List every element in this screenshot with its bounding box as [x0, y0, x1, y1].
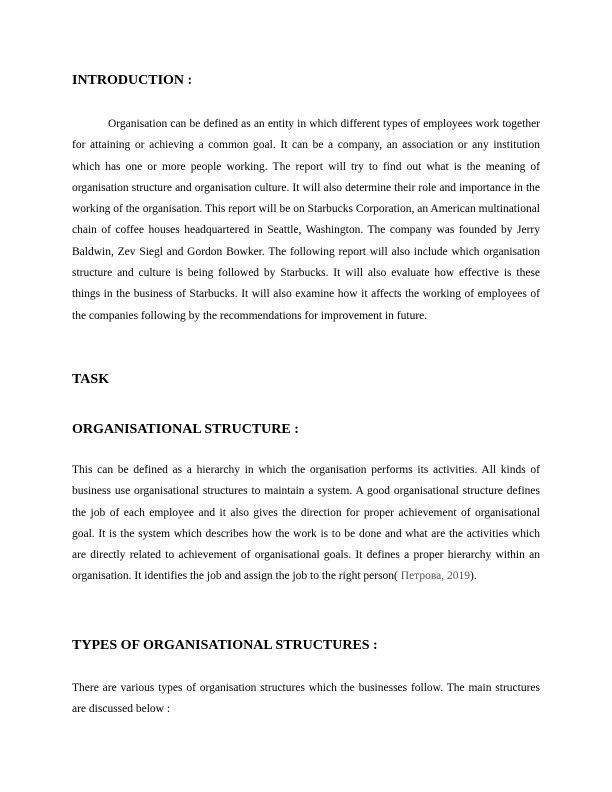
introduction-heading: INTRODUCTION :	[72, 73, 193, 88]
organisational-structure-body-text: This can be defined as a hierarchy in which the organisation performs its activities. All kinds of business use organisational structures to maintain a system. A good organisational structure defines the job of each employee and it also gives the direction for proper achievement of organisational goal. It is the system which describes how the work is to be done and what are the activities which are directly related to achievement of organisational goals. It defines a proper hierarchy within an organisation. It identifies the job and assign the job to the right person(	[72, 464, 540, 583]
types-paragraph: There are various types of organisation structures which the businesses follow. The main structures are discussed below :	[72, 682, 540, 716]
citation: Петрова, 2019	[397, 570, 470, 583]
types-heading: TYPES OF ORGANISATIONAL STRUCTURES :	[72, 638, 378, 653]
organisational-structure-paragraph	[72, 460, 540, 588]
task-heading: TASK	[72, 372, 110, 387]
organisational-structure-body-end: ).	[469, 570, 477, 583]
introduction-paragraph: Organisation can be defined as an entity in which different types of employees work together for attaining or achieving a common goal. It can be a company, an association or any institution which has one or more people working. The report will try to find out what is the meaning of organisation structure and organisation culture. It will also determine their role and importance in the working of the organisation. This report will be on Starbucks Corporation, an American multinational chain of coffee houses headquartered in Seattle, Washington. The company was founded by Jerry Baldwin, Zev Siegl and Gordon Bowker. The following report will also include which organisation structure and culture is being followed by Starbucks. It will also evaluate how effective is these things in the business of Starbucks. It will also examine how it affects the working of employees of the companies following by the recommendations for improvement in future.	[72, 118, 540, 322]
organisational-structure-heading: ORGANISATIONAL STRUCTURE :	[72, 422, 299, 437]
